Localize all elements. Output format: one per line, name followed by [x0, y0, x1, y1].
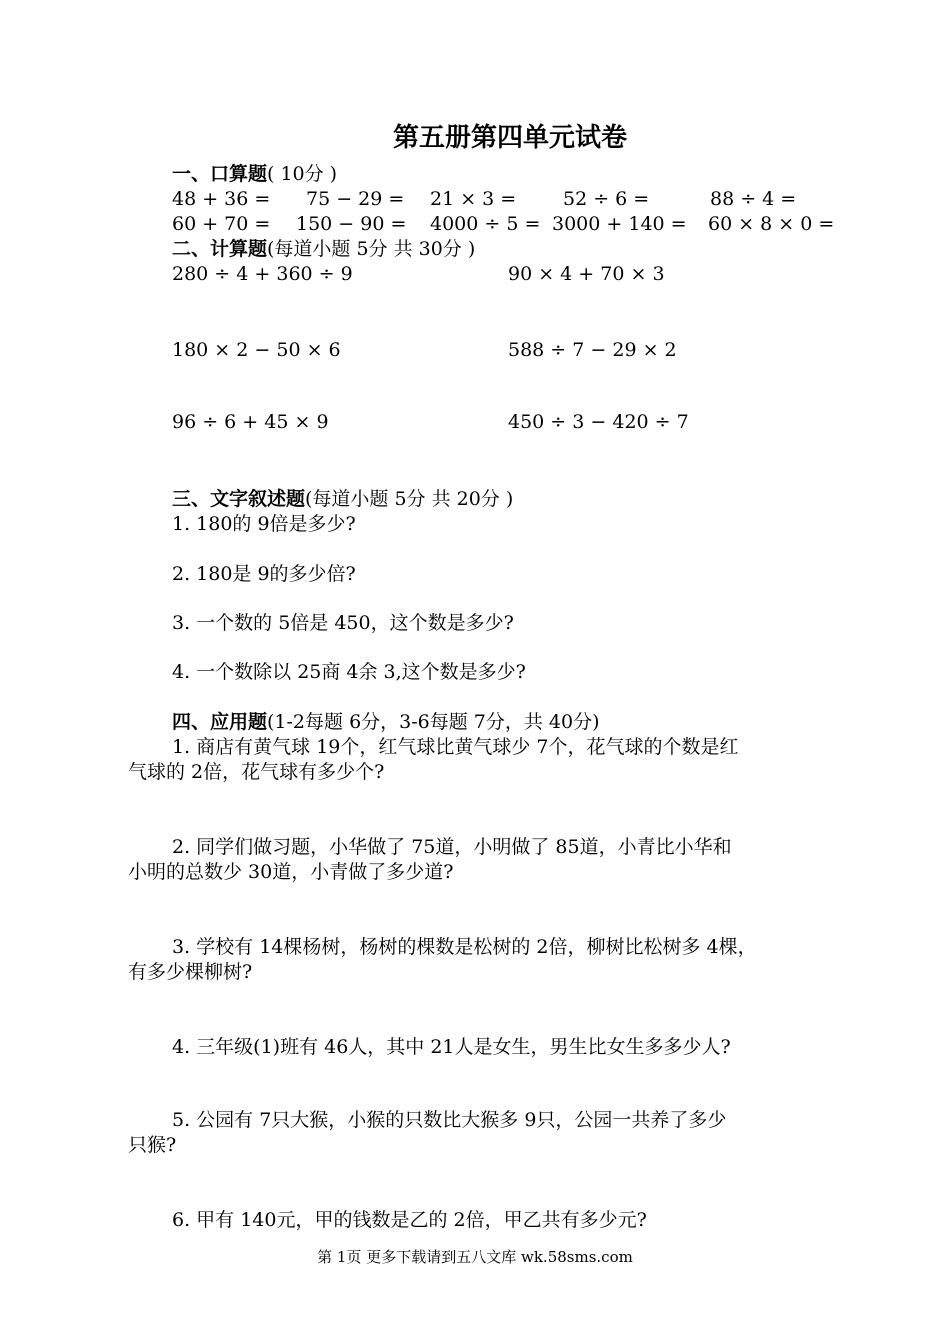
oral-item: 60 + 70 =: [172, 213, 271, 235]
section-title: 三、文字叙述题: [172, 488, 306, 510]
application-line: 6. 甲有 140元，甲的钱数是乙的 2倍，甲乙共有多少元?: [172, 1209, 647, 1231]
section-title: 四、应用题: [172, 711, 268, 733]
application-line: 2. 同学们做习题，小华做了 75道，小明做了 85道，小青比小华和: [172, 836, 732, 858]
section-heading-word: [172, 487, 513, 511]
oral-item: 88 ÷ 4 =: [710, 188, 797, 210]
word-question: 2. 180是 9的多少倍?: [172, 563, 356, 585]
section-note: (每道小题 5分 共 30分 ): [267, 238, 476, 260]
application-line: 只猴?: [128, 1134, 177, 1156]
oral-item: 150 − 90 =: [296, 213, 407, 235]
application-line: 4. 三年级(1)班有 46人，其中 21人是女生，男生比女生多多少人?: [172, 1036, 731, 1058]
application-line: 3. 学校有 14棵杨树，杨树的棵数是松树的 2倍，柳树比松树多 4棵，: [172, 936, 757, 958]
calc-item: 180 × 2 − 50 × 6: [172, 339, 341, 361]
calc-item: 450 ÷ 3 − 420 ÷ 7: [508, 411, 689, 433]
calc-item: 280 ÷ 4 + 360 ÷ 9: [172, 263, 353, 285]
application-line: 气球的 2倍，花气球有多少个?: [128, 761, 385, 783]
calc-item: 96 ÷ 6 + 45 × 9: [172, 411, 329, 433]
word-question: 1. 180的 9倍是多少?: [172, 513, 356, 535]
oral-item: 21 × 3 =: [430, 188, 517, 210]
section-note: (1-2每题 6分，3-6每题 7分，共 40分): [267, 711, 600, 733]
oral-item: 3000 + 140 =: [552, 213, 687, 235]
calc-item: 588 ÷ 7 − 29 × 2: [508, 339, 677, 361]
word-question: 4. 一个数除以 25商 4余 3,这个数是多少?: [172, 661, 526, 683]
page-footer: 第 1页 更多下载请到五八文库 wk.58sms.com: [317, 1248, 633, 1266]
application-line: 有多少棵柳树?: [128, 961, 253, 983]
application-line: 小明的总数少 30道，小青做了多少道?: [128, 861, 454, 883]
oral-item: 48 + 36 =: [172, 188, 271, 210]
application-line: 1. 商店有黄气球 19个，红气球比黄气球少 7个，花气球的个数是红: [172, 736, 739, 758]
section-note: (每道小题 5分 共 20分 ): [305, 488, 514, 510]
page-title: 第五册第四单元试卷: [392, 123, 627, 153]
section-heading-application: [172, 710, 600, 734]
section-title: 二、计算题: [172, 238, 268, 260]
oral-item: 4000 ÷ 5 =: [430, 213, 541, 235]
calc-item: 90 × 4 + 70 × 3: [508, 263, 665, 285]
word-question: 3. 一个数的 5倍是 450，这个数是多少?: [172, 612, 514, 634]
section-title: 一、口算题: [172, 163, 268, 185]
oral-item: 52 ÷ 6 =: [563, 188, 650, 210]
section-note: ( 10分 ): [267, 163, 338, 185]
oral-item: 60 × 8 × 0 =: [708, 213, 835, 235]
application-line: 5. 公园有 7只大猴，小猴的只数比大猴多 9只，公园一共养了多少: [172, 1109, 727, 1131]
section-heading-oral: [172, 162, 337, 186]
section-heading-calc: [172, 237, 475, 261]
oral-item: 75 − 29 =: [306, 188, 405, 210]
